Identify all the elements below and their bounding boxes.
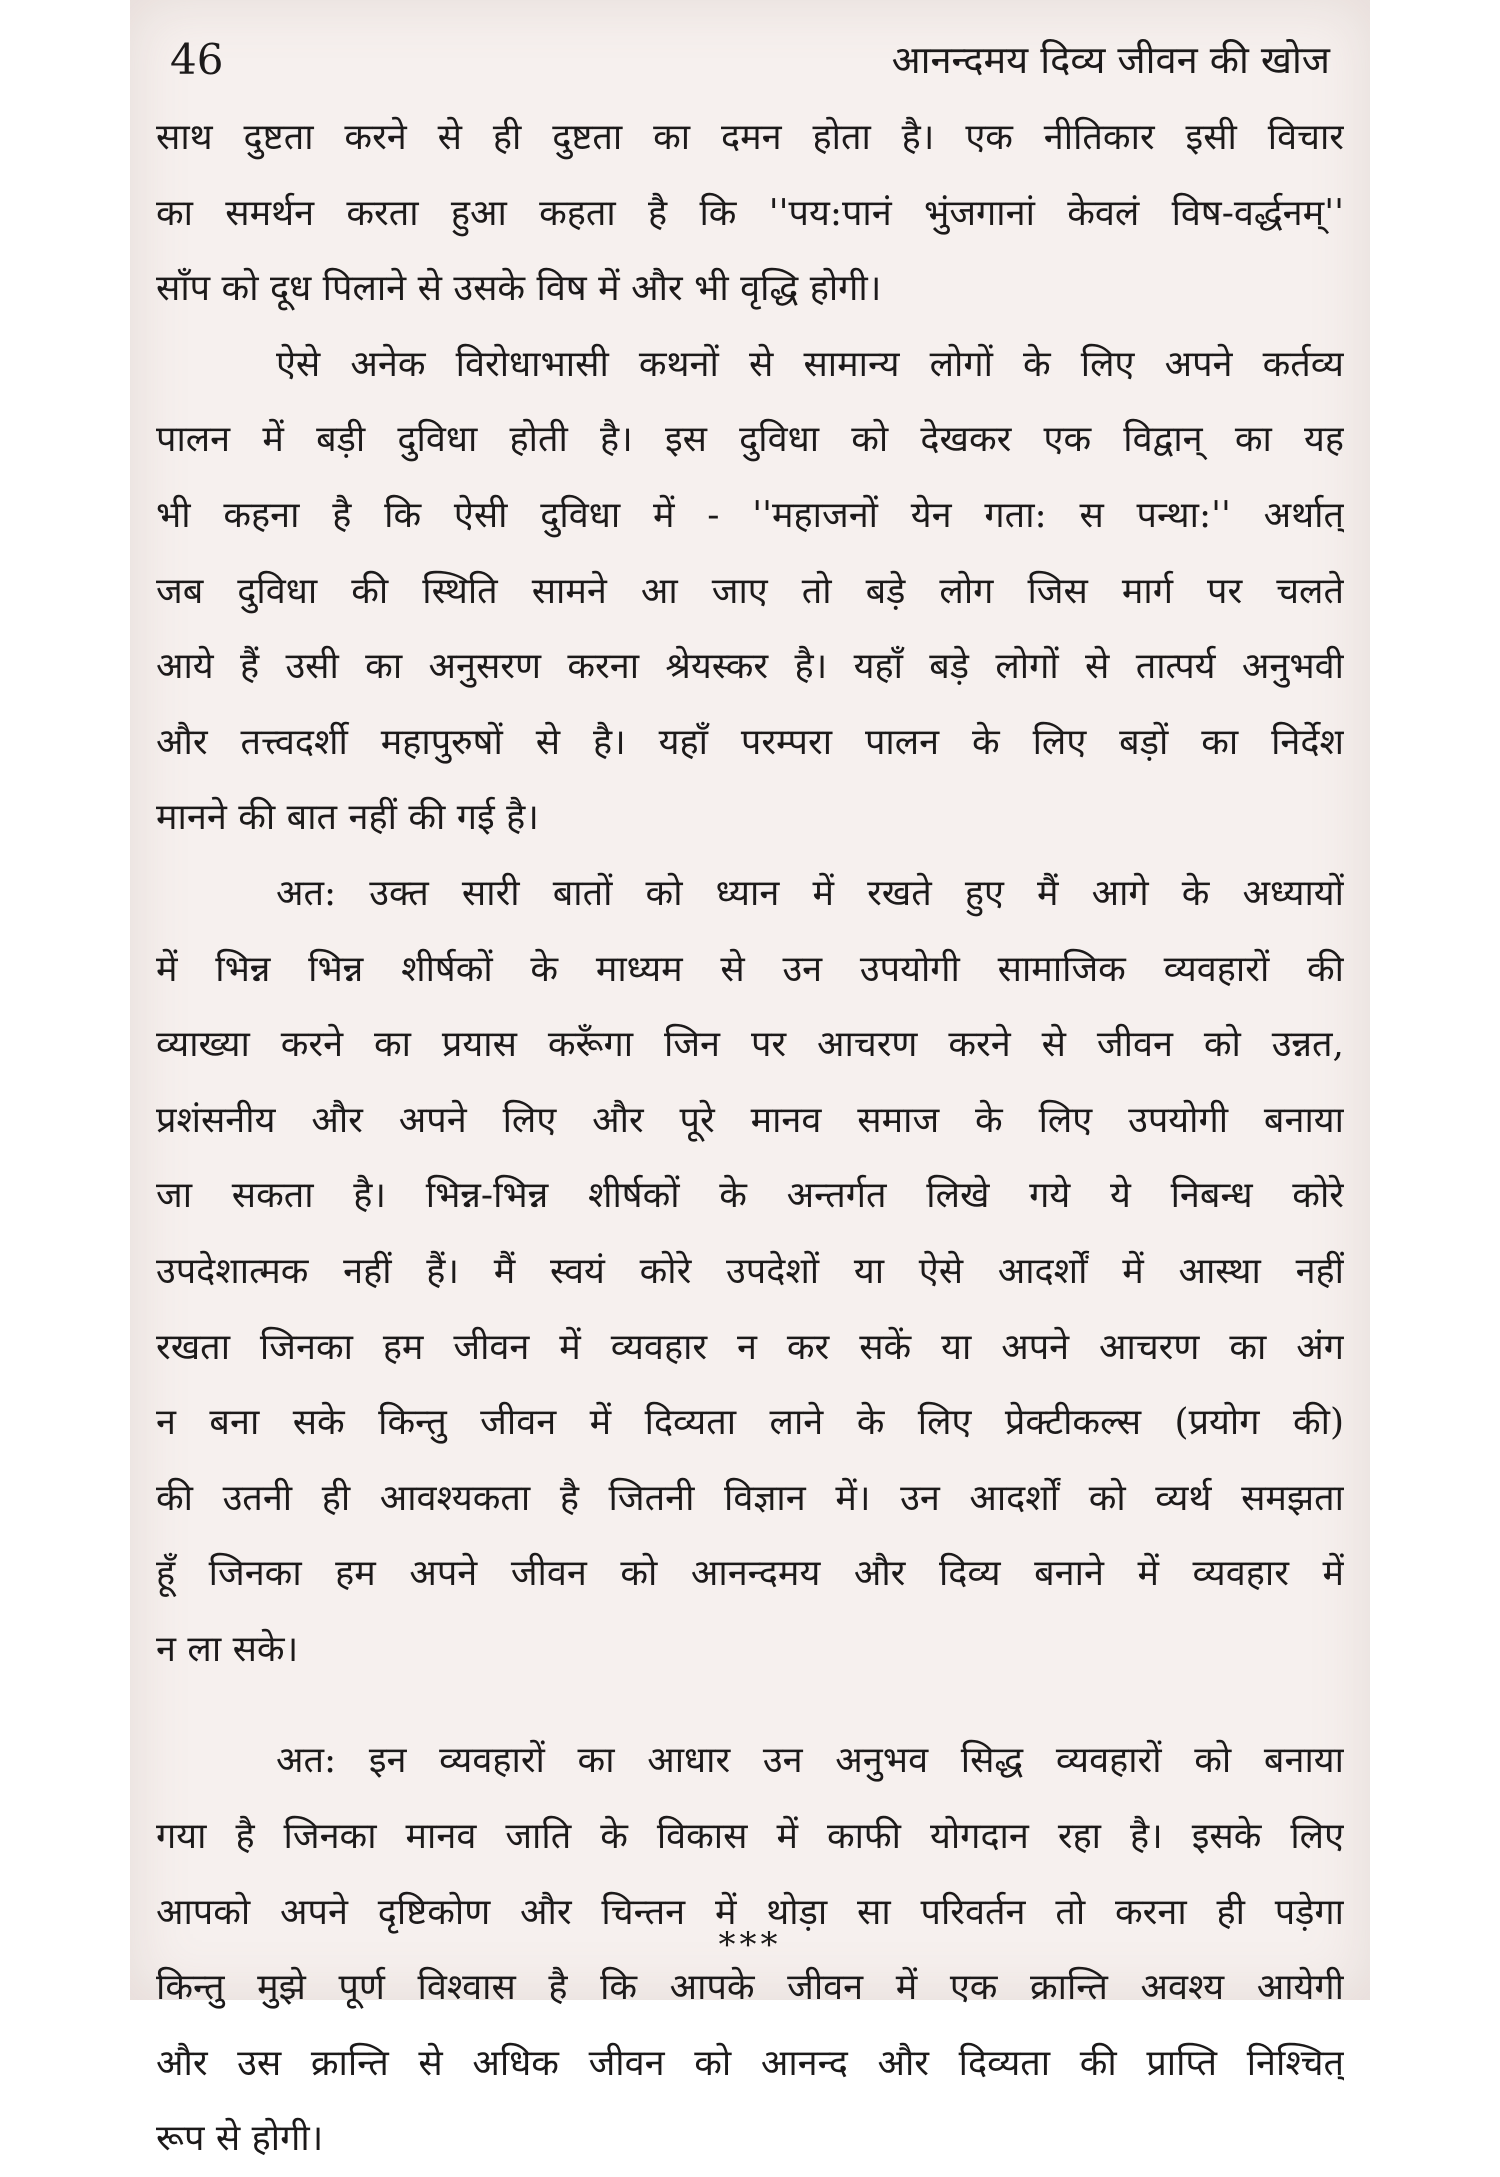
section-end-ornament: *** bbox=[718, 1925, 782, 1965]
text-line: अत: इन व्यवहारों का आधार उन अनुभव सिद्ध व्यवहारों को बनाया bbox=[276, 1740, 1344, 1782]
text-line: साथ दुष्टता करने से ही दुष्टता का दमन होता है। एक नीतिकार इसी विचार bbox=[156, 117, 1344, 158]
text-line: जब दुविधा की स्थिति सामने आ जाए तो बड़े लोग जिस मार्ग पर चलते bbox=[156, 570, 1344, 612]
paragraph-spacer bbox=[156, 1687, 1344, 1723]
text-line: ऐसे अनेक विरोधाभासी कथनों से सामान्य लोगों के लिए अपने कर्तव्य bbox=[276, 343, 1344, 385]
text-line: न बना सके किन्तु जीवन में दिव्यता लाने के लिए प्रेक्टीकल्स (प्रयोग की) bbox=[156, 1402, 1344, 1444]
book-page bbox=[130, 0, 1370, 2160]
text-line: रखता जिनका हम जीवन में व्यवहार न कर सकें या अपने आचरण का अंग bbox=[156, 1326, 1344, 1368]
text-line: का समर्थन करता हुआ कहता है कि ''पय:पानं भुंजगानां केवलं विष-वर्द्धनम्'' bbox=[156, 192, 1344, 234]
body-text bbox=[156, 100, 1344, 2177]
text-line: मानने की बात नहीं की गई है। bbox=[156, 797, 539, 839]
page-number: 46 bbox=[170, 34, 224, 84]
text-line: भी कहना है कि ऐसी दुविधा में - ''महाजनों येन गता: स पन्था:'' अर्थात् bbox=[156, 494, 1344, 536]
text-line: की उतनी ही आवश्यकता है जितनी विज्ञान में। उन आदर्शों को व्यर्थ समझता bbox=[156, 1477, 1344, 1519]
text-line: उपदेशात्मक नहीं हैं। मैं स्वयं कोरे उपदेशों या ऐसे आदर्शों में आस्था नहीं bbox=[156, 1250, 1344, 1292]
text-line: जा सकता है। भिन्न-भिन्न शीर्षकों के अन्तर्गत लिखे गये ये निबन्ध कोरे bbox=[156, 1175, 1344, 1217]
page-header bbox=[170, 24, 1330, 94]
text-line: आये हैं उसी का अनुसरण करना श्रेयस्कर है। यहाँ बड़े लोगों से तात्पर्य अनुभवी bbox=[156, 646, 1344, 688]
text-line: पालन में बड़ी दुविधा होती है। इस दुविधा को देखकर एक विद्वान् का यह bbox=[156, 419, 1344, 461]
text-line: आपको अपने दृष्टिकोण और चिन्तन में थोड़ा सा परिवर्तन तो करना ही पड़ेगा bbox=[156, 1891, 1344, 1933]
text-line: प्रशंसनीय और अपने लिए और पूरे मानव समाज के लिए उपयोगी बनाया bbox=[156, 1099, 1344, 1141]
text-line: गया है जिनका मानव जाति के विकास में काफी योगदान रहा है। इसके लिए bbox=[156, 1816, 1344, 1858]
text-line: और तत्त्वदर्शी महापुरुषों से है। यहाँ परम्परा पालन के लिए बड़ों का निर्देश bbox=[156, 721, 1344, 763]
text-line: साँप को दूध पिलाने से उसके विष में और भी वृद्धि होगी। bbox=[156, 268, 882, 310]
text-line: रूप से होगी। bbox=[156, 2118, 324, 2160]
text-line: हूँ जिनका हम अपने जीवन को आनन्दमय और दिव्य बनाने में व्यवहार में bbox=[156, 1553, 1344, 1595]
text-line: न ला सके। bbox=[156, 1628, 299, 1670]
text-line: और उस क्रान्ति से अधिक जीवन को आनन्द और दिव्यता की प्राप्ति निश्चित् bbox=[156, 2042, 1344, 2084]
text-line: में भिन्न भिन्न शीर्षकों के माध्यम से उन उपयोगी सामाजिक व्यवहारों की bbox=[156, 948, 1344, 990]
running-title: आनन्दमय दिव्य जीवन की खोज bbox=[891, 38, 1330, 82]
text-line: व्याख्या करने का प्रयास करूँगा जिन पर आचरण करने से जीवन को उन्नत, bbox=[156, 1024, 1344, 1066]
text-line: किन्तु मुझे पूर्ण विश्वास है कि आपके जीवन में एक क्रान्ति अवश्य आयेगी bbox=[156, 1967, 1344, 2009]
text-line: अत: उक्त सारी बातों को ध्यान में रखते हुए मैं आगे के अध्यायों bbox=[276, 872, 1344, 914]
